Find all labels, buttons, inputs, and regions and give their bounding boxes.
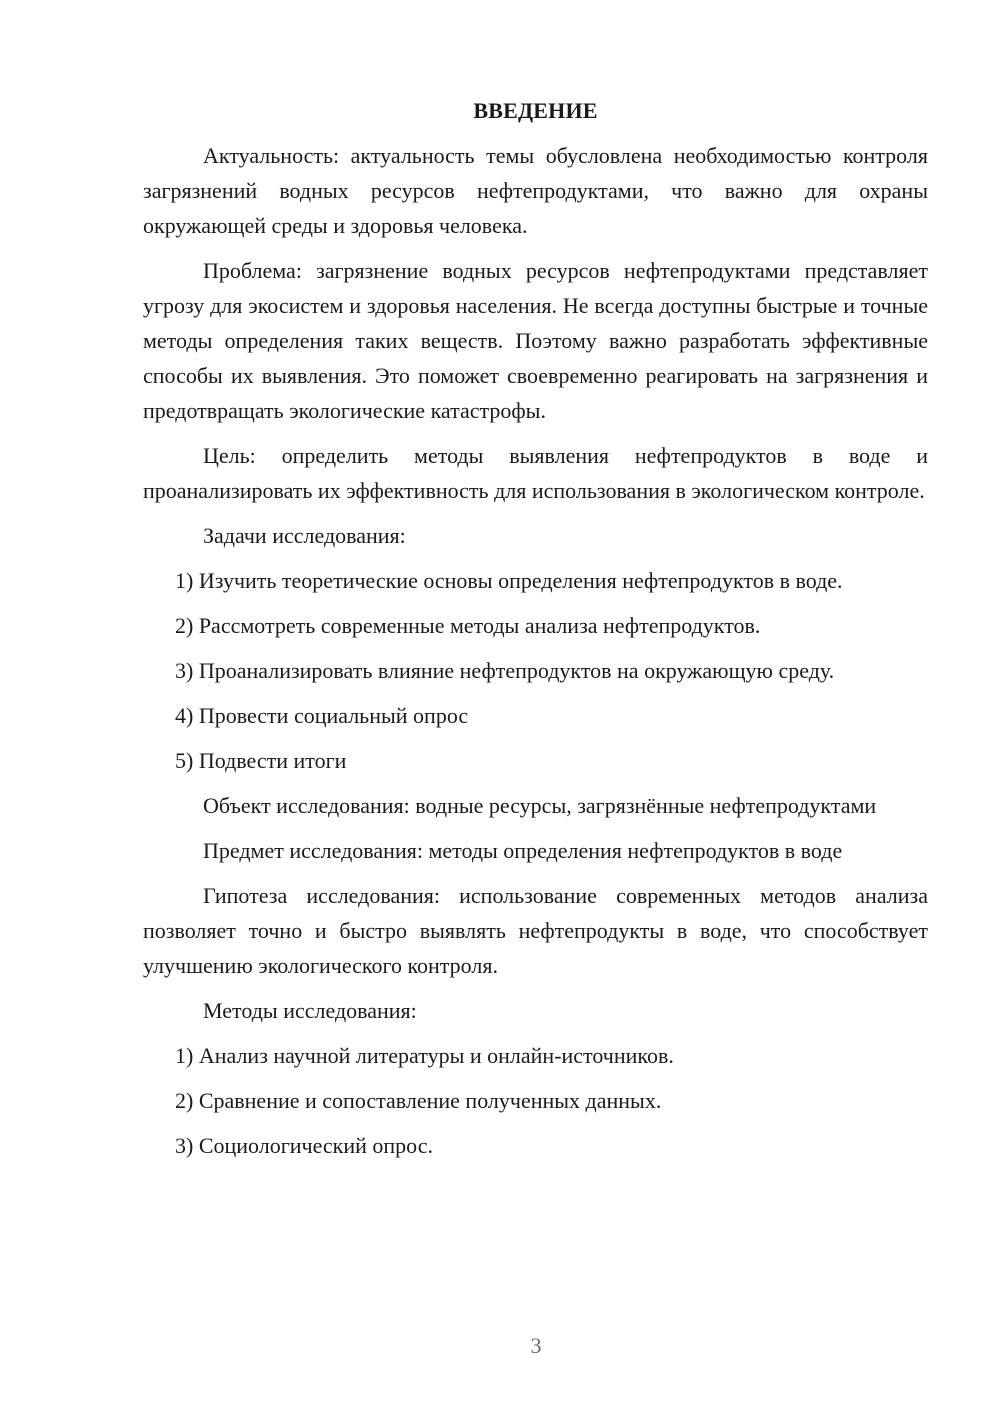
hypothesis-paragraph: Гипотеза исследования: использование современных методов анализа позволяет точно и быстро выявлять нефтепродукты в воде, что способствует улучшению экологического контроля. — [143, 883, 928, 978]
list-item: 1) Изучить теоретические основы определения нефтепродуктов в воде. — [175, 568, 843, 593]
list-item: 3) Проанализировать влияние нефтепродуктов на окружающую среду. — [175, 658, 835, 683]
methods-heading: Методы исследования: — [203, 998, 417, 1023]
list-item: 3) Социологический опрос. — [175, 1133, 433, 1158]
goal-paragraph: Цель: определить методы выявления нефтепродуктов в воде и проанализировать их эффективность для использования в экологическом контроле. — [143, 443, 928, 503]
tasks-heading: Задачи исследования: — [203, 523, 406, 548]
list-item: 2) Рассмотреть современные методы анализа нефтепродуктов. — [175, 613, 761, 638]
section-title: ВВЕДЕНИЕ — [473, 98, 598, 123]
list-item: 2) Сравнение и сопоставление полученных данных. — [175, 1088, 662, 1113]
list-item: 4) Провести социальный опрос — [175, 703, 469, 728]
object-paragraph: Объект исследования: водные ресурсы, загрязнённые нефтепродуктами — [203, 793, 877, 818]
list-item: 1) Анализ научной литературы и онлайн-источников. — [175, 1043, 674, 1068]
relevance-paragraph: Актуальность: актуальность темы обусловлена необходимостью контроля загрязнений водных ресурсов нефтепродуктами, что важно для охраны окружающей среды и здоровья человека. — [143, 143, 928, 238]
problem-paragraph: Проблема: загрязнение водных ресурсов нефтепродуктами представляет угрозу для экосистем и здоровья населения. Не всегда доступны быстрые и точные методы определения таких веществ. Поэтому важно разработать эффективные способы их выявления. Это поможет своевременно реагировать на загрязнения и предотвращать экологические катастрофы. — [143, 258, 928, 423]
subject-paragraph: Предмет исследования: методы определения нефтепродуктов в воде — [203, 838, 843, 863]
tasks-list — [143, 563, 928, 778]
page-number: 3 — [530, 1333, 542, 1358]
list-item: 5) Подвести итоги — [175, 748, 347, 773]
methods-list — [143, 1038, 928, 1163]
page-content — [143, 96, 928, 1173]
